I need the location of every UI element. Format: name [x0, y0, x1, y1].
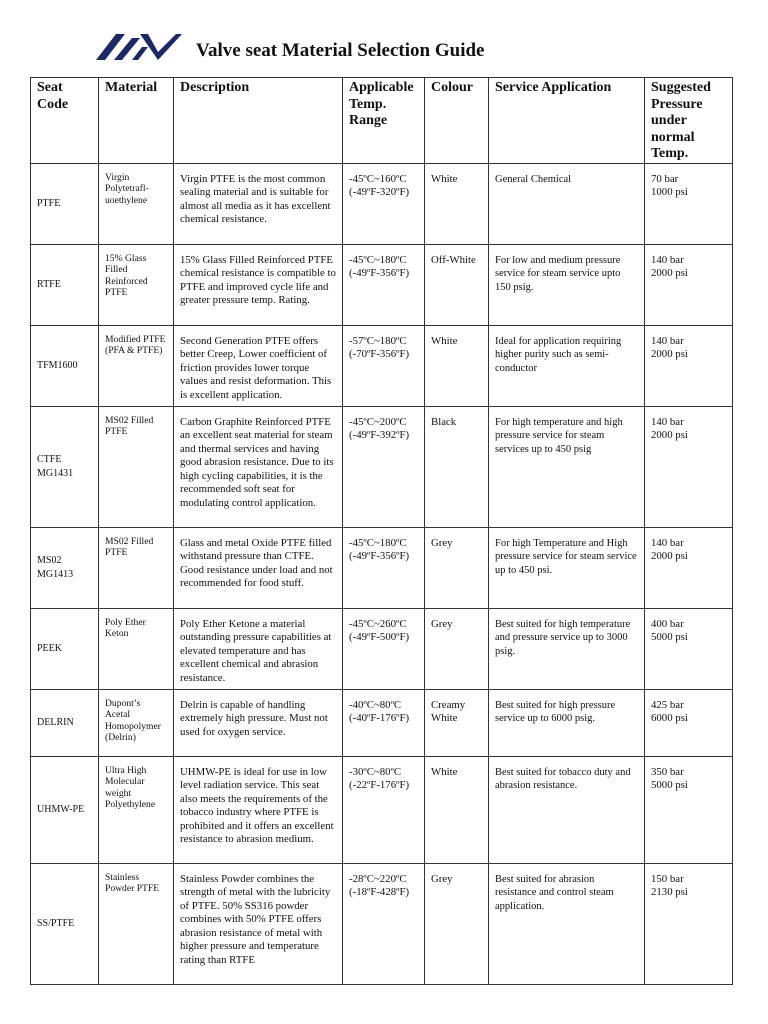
pressure-cell	[645, 527, 733, 608]
temp-range-cell-line: -57ºC~180ºC	[349, 334, 407, 347]
material-cell-line: Ultra High Molecular weight Polyethylene	[105, 764, 156, 810]
seat-code-cell-line: PEEK	[37, 642, 62, 654]
pressure-cell	[645, 863, 733, 984]
description-cell	[174, 325, 343, 406]
material-cell	[99, 527, 174, 608]
service-application-cell-line: Ideal for application requiring higher purity such as semi-conductor	[495, 335, 622, 374]
material-cell-line: Modified PTFE (PFA & PTFE)	[105, 333, 166, 356]
header-temp-range: Applicable Temp. Range	[343, 78, 425, 164]
pressure-cell	[645, 608, 733, 689]
service-application-cell-line: For high temperature and high pressure service for steam services up to 450 psig	[495, 416, 623, 455]
table-row	[31, 608, 733, 689]
pressure-cell-line: 2000 psi	[651, 267, 688, 279]
colour-cell-line: White	[431, 765, 458, 778]
pressure-cell	[645, 756, 733, 863]
temp-range-cell	[343, 527, 425, 608]
temp-range-cell	[343, 163, 425, 244]
temp-range-cell-line: -45ºC~200ºC	[349, 415, 407, 428]
temp-range-cell-line: (-70ºF-356ºF)	[349, 348, 410, 360]
material-cell-line: MS02 Filled PTFE	[105, 414, 154, 437]
pressure-cell	[645, 325, 733, 406]
table-row	[31, 756, 733, 863]
company-logo	[96, 32, 182, 62]
temp-range-cell-line: -45ºC~180ºC	[349, 253, 407, 266]
table-row	[31, 527, 733, 608]
service-application-cell	[489, 863, 645, 984]
description-cell	[174, 406, 343, 527]
material-cell	[99, 163, 174, 244]
table-row	[31, 163, 733, 244]
description-cell	[174, 756, 343, 863]
temp-range-cell	[343, 756, 425, 863]
pressure-cell-line: 1000 psi	[651, 186, 688, 198]
material-cell-line: Poly Ether Keton	[105, 616, 146, 639]
temp-range-cell-line: -30ºC~80ºC	[349, 765, 402, 778]
description-cell-line: Glass and metal Oxide PTFE filled withstand pressure than CTFE. Good resistance under load and not recommended for food stuff.	[180, 536, 333, 589]
header-material: Material	[99, 78, 174, 164]
temp-range-cell	[343, 863, 425, 984]
material-cell-line: Stainless Powder PTFE	[105, 871, 160, 894]
header-description: Description	[174, 78, 343, 164]
table-row	[31, 244, 733, 325]
material-cell-line: MS02 Filled PTFE	[105, 535, 154, 558]
temp-range-cell-line: (-49ºF-320ºF)	[349, 186, 410, 198]
service-application-cell-line: For high Temperature and High pressure service for steam service up to 450 psi.	[495, 537, 637, 576]
material-cell-line: 15% Glass Filled Reinforced PTFE	[105, 252, 148, 298]
temp-range-cell-line: -28ºC~220ºC	[349, 872, 407, 885]
temp-range-cell	[343, 608, 425, 689]
description-cell-line: UHMW-PE is ideal for use in low level radiation service. This seat also meets the requirements of the tobacco industry where PTFE is prohibited and it offers an excellent resistance to abrasion medium.	[180, 765, 334, 845]
pressure-cell-line: 140 bar	[651, 334, 684, 347]
description-cell-line: 15% Glass Filled Reinforced PTFE chemical resistance is compatible to PTFE and improved cycle life and greater pressure temp. Rating.	[180, 253, 336, 306]
material-cell	[99, 608, 174, 689]
material-cell	[99, 325, 174, 406]
seat-code-cell	[31, 406, 99, 527]
table-header-row	[31, 78, 733, 164]
colour-cell	[425, 325, 489, 406]
colour-cell	[425, 756, 489, 863]
material-cell	[99, 406, 174, 527]
description-cell-line: Poly Ether Ketone a material outstanding pressure capabilities at elevated temperature and has excellent chemical and abrasion resistance.	[180, 617, 332, 684]
seat-code-cell-line: PTFE	[37, 197, 61, 209]
colour-cell	[425, 689, 489, 756]
seat-code-cell	[31, 689, 99, 756]
seat-code-cell	[31, 244, 99, 325]
seat-code-cell	[31, 527, 99, 608]
temp-range-cell	[343, 406, 425, 527]
pressure-cell	[645, 689, 733, 756]
colour-cell	[425, 406, 489, 527]
table-row	[31, 689, 733, 756]
temp-range-cell-line: -40ºC~80ºC	[349, 698, 402, 711]
header-service-application: Service Application	[489, 78, 645, 164]
pressure-cell	[645, 244, 733, 325]
pressure-cell-line: 6000 psi	[651, 712, 688, 724]
pressure-cell-line: 140 bar	[651, 253, 684, 266]
colour-cell-line: White	[431, 172, 458, 185]
material-cell	[99, 756, 174, 863]
description-cell	[174, 244, 343, 325]
pressure-cell-line: 140 bar	[651, 415, 684, 428]
material-cell-line: Virgin Polytetrafl-uoethylene	[105, 171, 149, 206]
material-cell	[99, 863, 174, 984]
seat-code-cell-line: SS/PTFE	[37, 917, 75, 929]
description-cell-line: Virgin PTFE is the most common sealing material and is suitable for almost all media as it has excellent chemical resistance.	[180, 172, 331, 225]
temp-range-cell-line: (-49ºF-356ºF)	[349, 267, 410, 279]
service-application-cell	[489, 689, 645, 756]
pressure-cell-line: 5000 psi	[651, 779, 688, 791]
pressure-cell-line: 2130 psi	[651, 886, 688, 898]
seat-code-cell-line: UHMW-PE	[37, 803, 85, 815]
pressure-cell-line: 350 bar	[651, 765, 684, 778]
service-application-cell	[489, 406, 645, 527]
page-title: Valve seat Material Selection Guide	[196, 40, 485, 61]
colour-cell-line: Black	[431, 415, 457, 428]
seat-code-cell	[31, 325, 99, 406]
seat-code-cell-line: RTFE	[37, 278, 61, 290]
table-row	[31, 325, 733, 406]
pressure-cell-line: 2000 psi	[651, 429, 688, 441]
pressure-cell-line: 2000 psi	[651, 348, 688, 360]
temp-range-cell-line: (-40ºF-176ºF)	[349, 712, 410, 724]
colour-cell	[425, 527, 489, 608]
description-cell	[174, 608, 343, 689]
description-cell-line: Second Generation PTFE offers better Creep, Lower coefficient of friction provides lower torque values and resist deformation. This is excellent application.	[180, 334, 332, 401]
temp-range-cell-line: (-22ºF-176ºF)	[349, 779, 410, 791]
seat-code-cell-line: MS02 MG1413	[37, 555, 74, 580]
colour-cell-line: Creamy White	[431, 698, 466, 724]
service-application-cell-line: Best suited for abrasion resistance and control steam application.	[495, 873, 614, 912]
temp-range-cell-line: (-18ºF-428ºF)	[349, 886, 410, 898]
temp-range-cell	[343, 689, 425, 756]
material-cell	[99, 244, 174, 325]
pressure-cell	[645, 163, 733, 244]
seat-code-cell	[31, 863, 99, 984]
description-cell	[174, 689, 343, 756]
description-cell-line: Stainless Powder combines the strength of metal with the lubricity of PTFE. 50% SS316 powder combines with 50% PTFE offers abrasion resistance of metal with higher pressure and temperature rating than RTFE	[180, 872, 331, 966]
temp-range-cell	[343, 325, 425, 406]
seat-code-cell-line: TFM1600	[37, 359, 78, 371]
colour-cell	[425, 608, 489, 689]
colour-cell-line: Grey	[431, 536, 453, 549]
colour-cell	[425, 244, 489, 325]
seat-code-cell	[31, 608, 99, 689]
service-application-cell	[489, 163, 645, 244]
pressure-cell-line: 2000 psi	[651, 550, 688, 562]
colour-cell-line: Grey	[431, 872, 453, 885]
service-application-cell	[489, 756, 645, 863]
header-colour: Colour	[425, 78, 489, 164]
service-application-cell	[489, 244, 645, 325]
material-cell	[99, 689, 174, 756]
pressure-cell-line: 5000 psi	[651, 631, 688, 643]
pressure-cell-line: 70 bar	[651, 172, 679, 185]
service-application-cell-line: General Chemical	[495, 173, 572, 185]
pressure-cell-line: 400 bar	[651, 617, 684, 630]
pressure-cell-line: 140 bar	[651, 536, 684, 549]
service-application-cell	[489, 608, 645, 689]
colour-cell-line: Grey	[431, 617, 453, 630]
material-cell-line: Dupont’s Acetal Homopolymer (Delrin)	[105, 697, 161, 743]
pressure-cell-line: 425 bar	[651, 698, 684, 711]
temp-range-cell-line: (-49ºF-500ºF)	[349, 631, 410, 643]
description-cell	[174, 863, 343, 984]
table-row	[31, 406, 733, 527]
temp-range-cell-line: -45ºC~180ºC	[349, 536, 407, 549]
pressure-cell	[645, 406, 733, 527]
seat-code-cell-line: CTFE MG1431	[37, 454, 74, 479]
description-cell	[174, 163, 343, 244]
table-row	[31, 863, 733, 984]
seat-code-cell	[31, 756, 99, 863]
header-seat-code: Seat Code	[31, 78, 99, 164]
description-cell	[174, 527, 343, 608]
colour-cell-line: Off-White	[431, 253, 476, 266]
temp-range-cell-line: (-49ºF-356ºF)	[349, 550, 410, 562]
colour-cell	[425, 163, 489, 244]
temp-range-cell-line: (-49ºF-392ºF)	[349, 429, 410, 441]
service-application-cell	[489, 527, 645, 608]
seat-code-cell-line: DELRIN	[37, 716, 74, 728]
temp-range-cell-line: -45ºC~160ºC	[349, 172, 407, 185]
temp-range-cell	[343, 244, 425, 325]
service-application-cell-line: For low and medium pressure service for steam service upto 150 psig.	[495, 254, 621, 293]
service-application-cell-line: Best suited for high temperature and pressure service up to 3000 psig.	[495, 618, 631, 657]
service-application-cell	[489, 325, 645, 406]
material-selection-table	[30, 77, 733, 985]
header-suggested-pressure: Suggested Pressure under normal Temp.	[645, 78, 733, 164]
colour-cell	[425, 863, 489, 984]
seat-code-cell	[31, 163, 99, 244]
temp-range-cell-line: -45ºC~260ºC	[349, 617, 407, 630]
service-application-cell-line: Best suited for high pressure service up to 6000 psig.	[495, 699, 616, 724]
description-cell-line: Carbon Graphite Reinforced PTFE an excellent seat material for steam and thermal services and having good abrasion resistance. Due to its high cycling capabilities, it is the recommended soft seat for modulating control application.	[180, 415, 334, 509]
pressure-cell-line: 150 bar	[651, 872, 684, 885]
colour-cell-line: White	[431, 334, 458, 347]
description-cell-line: Delrin is capable of handling extremely high pressure. Must not used for oxygen service.	[180, 698, 328, 738]
service-application-cell-line: Best suited for tobacco duty and abrasion resistance.	[495, 766, 631, 791]
